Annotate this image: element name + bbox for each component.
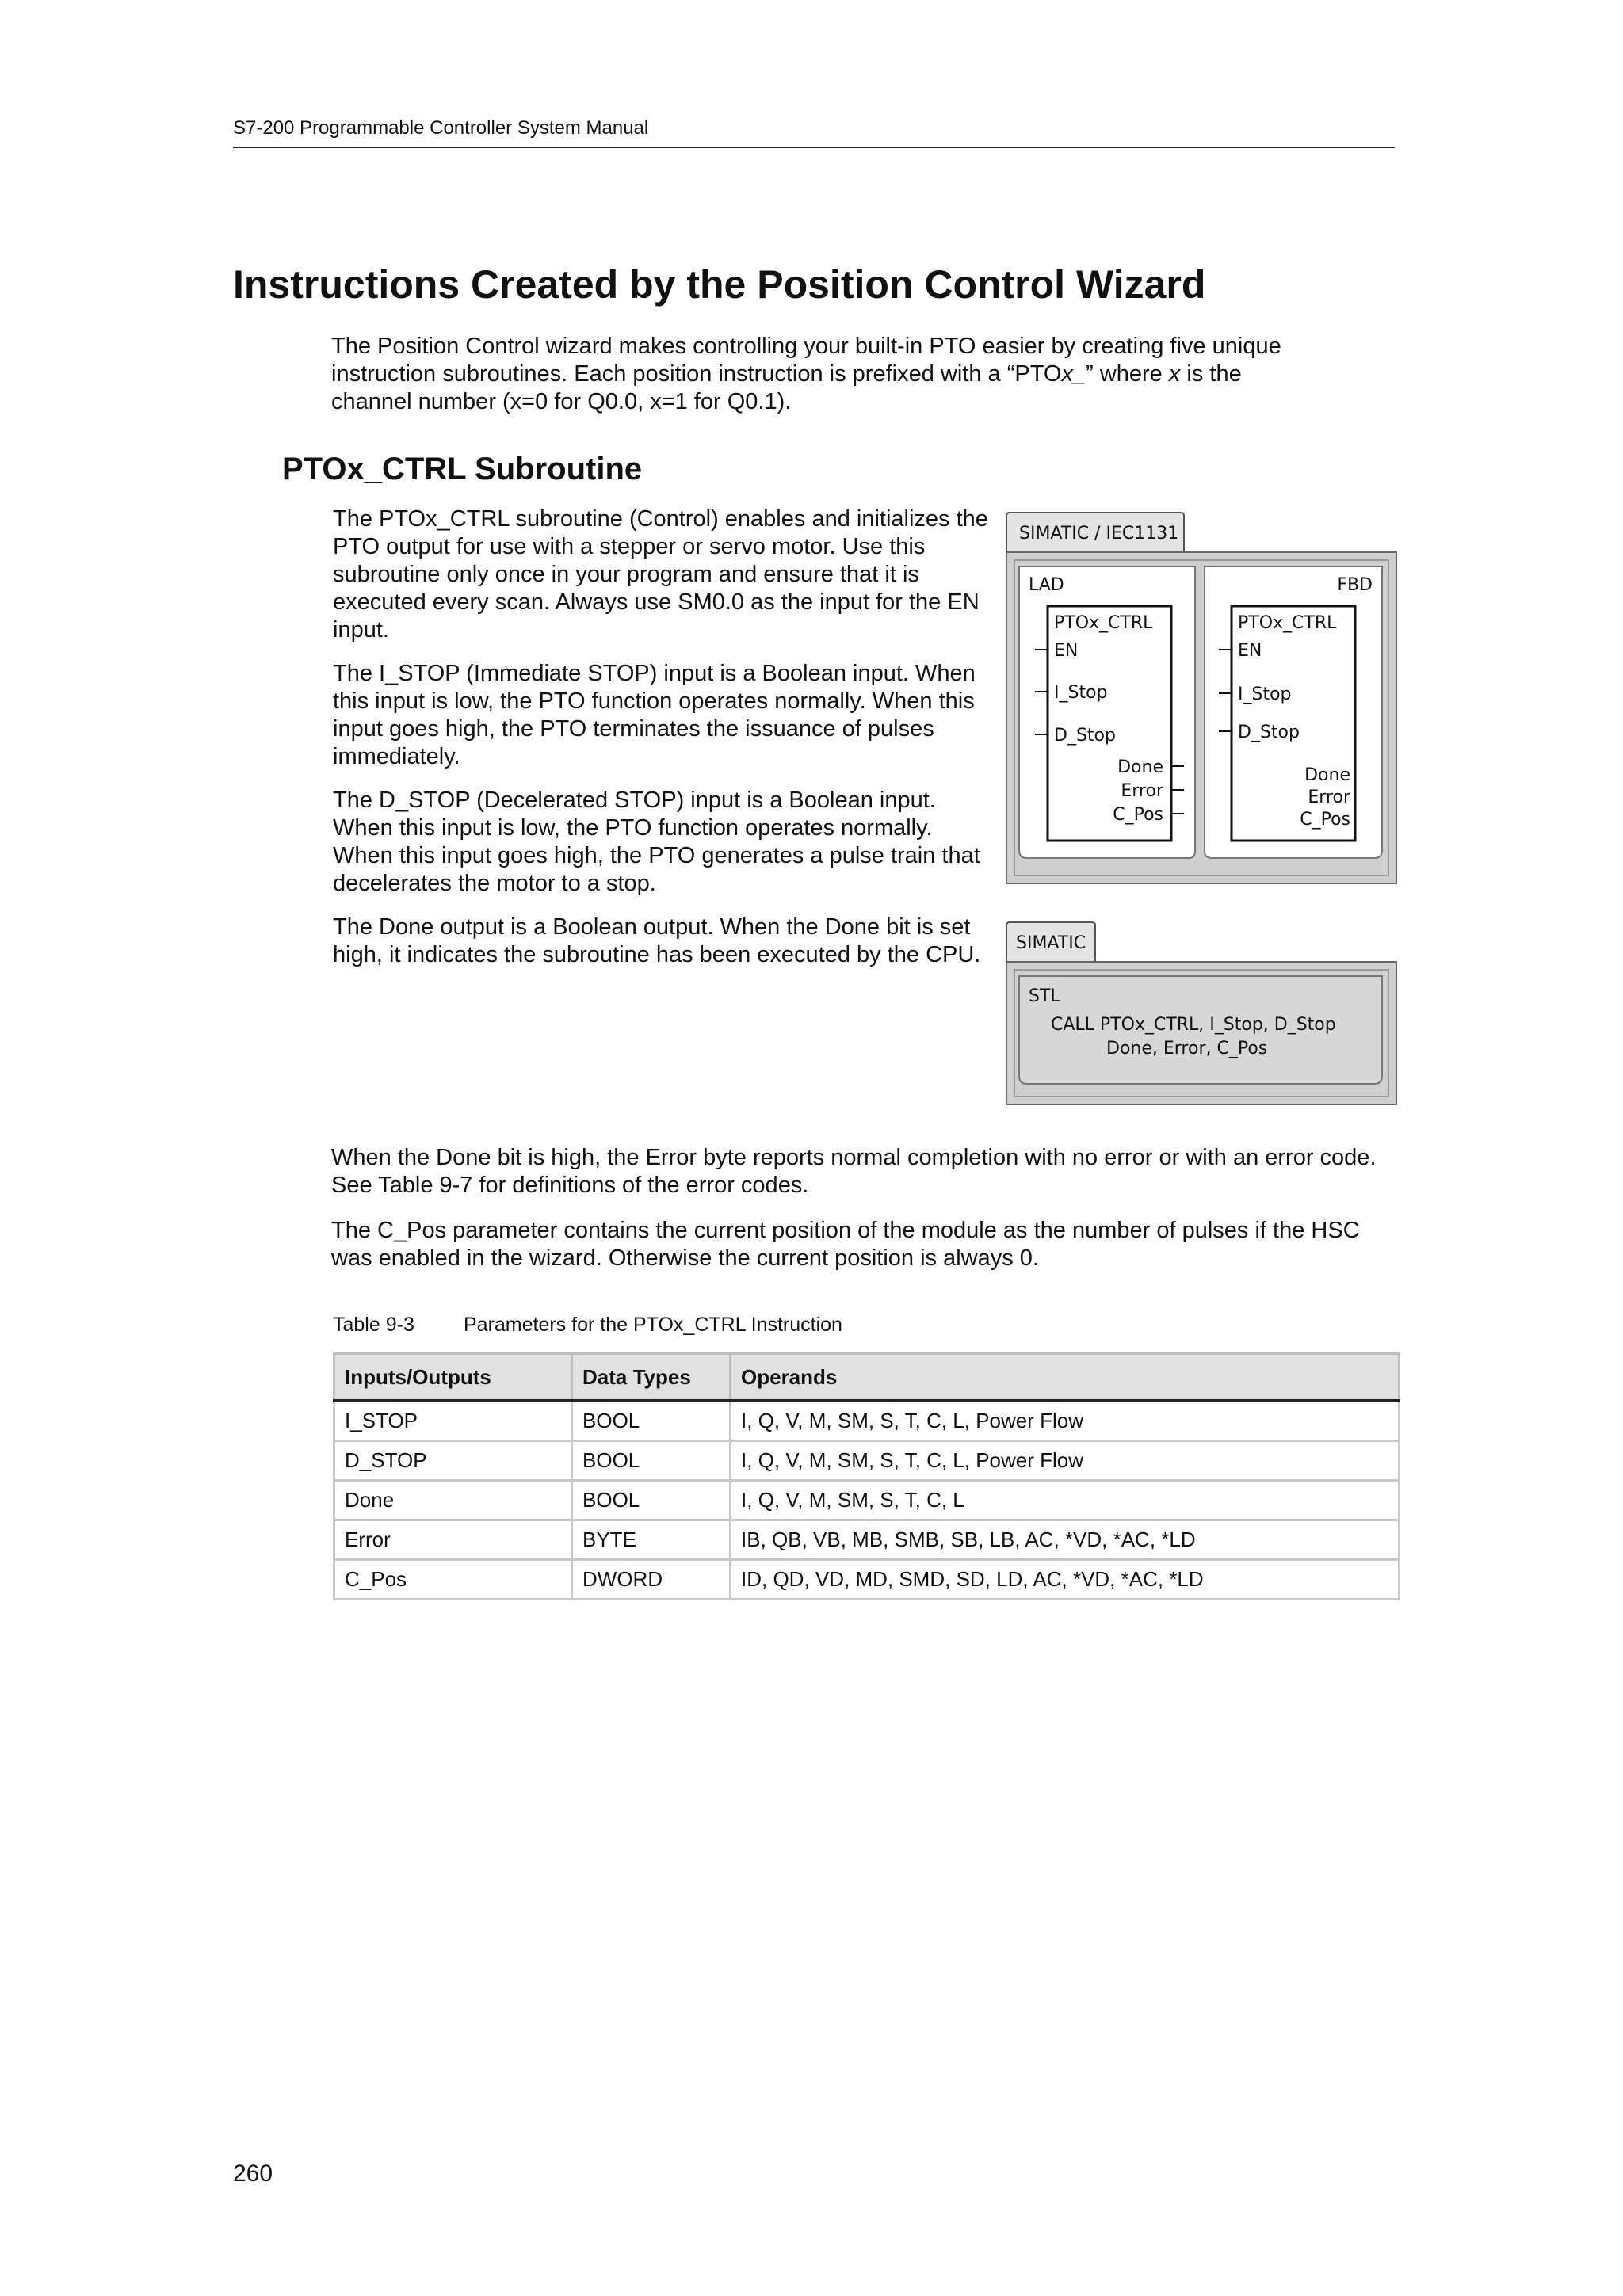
- lad-output-error: Error: [1121, 781, 1163, 801]
- intro-line-3: channel number (x=0 for Q0.0, x=1 for Q0.1).: [331, 389, 792, 414]
- table-row: [334, 1401, 1400, 1441]
- fbd-output-error: Error: [1308, 788, 1350, 807]
- section-title: Instructions Created by the Position Control Wizard: [233, 262, 1206, 307]
- lad-fbd-diagram: [1005, 511, 1401, 891]
- cell-operands: IB, QB, VB, MB, SMB, SB, LB, AC, *VD, *AC, *LD: [731, 1520, 1400, 1560]
- stl-call-line: CALL PTOx_CTRL, I_Stop, D_Stop: [1051, 1015, 1336, 1035]
- cell-operands: I, Q, V, M, SM, S, T, C, L, Power Flow: [731, 1401, 1400, 1441]
- fbd-input-dstop: D_Stop: [1238, 723, 1300, 742]
- stl-label: STL: [1029, 986, 1060, 1006]
- fbd-label: FBD: [1337, 575, 1373, 595]
- cell-io: Error: [334, 1520, 572, 1560]
- page-number: 260: [233, 2161, 273, 2187]
- done-error-paragraphs: [331, 1144, 1393, 1290]
- table-row: [334, 1481, 1400, 1520]
- lad-block-name: PTOx_CTRL: [1054, 613, 1153, 633]
- table-row: [334, 1441, 1400, 1481]
- paragraph-ctrl: The PTOx_CTRL subroutine (Control) enables and initializes the PTO output for use with a stepper or servo motor. Use this subroutine only once in your program and ensure that it is executed every scan. Always use SM0.0 as the input for the EN input.: [333, 506, 988, 643]
- cell-operands: ID, QD, VD, MD, SMD, SD, LD, AC, *VD, *AC, *LD: [731, 1560, 1400, 1600]
- column-header-data-types: Data Types: [572, 1354, 731, 1402]
- cell-io: Done: [334, 1481, 572, 1520]
- fbd-output-done: Done: [1304, 765, 1350, 785]
- subsection-title: PTOx_CTRL Subroutine: [282, 452, 643, 486]
- running-header: S7-200 Programmable Controller System Manual: [233, 117, 649, 139]
- paragraph-error: When the Done bit is high, the Error byte reports normal completion with no error or with an error code. See Table 9-7 for definitions of the error codes.: [331, 1145, 1377, 1198]
- intro-line-2a: instruction subroutines. Each position instruction is prefixed with a “PTO: [331, 361, 1062, 387]
- intro-italic-x2: x: [1168, 361, 1181, 387]
- paragraph-dstop: The D_STOP (Decelerated STOP) input is a Boolean input. When this input is low, the PTO function operates normally. When this input goes high, the PTO generates a pulse train that decelerates the motor to a stop.: [333, 788, 980, 896]
- intro-line-2c: is the: [1180, 361, 1242, 387]
- cell-io: C_Pos: [334, 1560, 572, 1600]
- cell-type: BOOL: [572, 1401, 731, 1441]
- intro-paragraph: [331, 333, 1385, 416]
- paragraph-done: The Done output is a Boolean output. When the Done bit is set high, it indicates the subroutine has been executed by the CPU.: [333, 914, 981, 967]
- lad-input-istop: I_Stop: [1054, 683, 1108, 703]
- cell-type: DWORD: [572, 1560, 731, 1600]
- cell-io: D_STOP: [334, 1441, 572, 1481]
- lad-output-done: Done: [1117, 757, 1163, 777]
- cell-io: I_STOP: [334, 1401, 572, 1441]
- paragraph-istop: The I_STOP (Immediate STOP) input is a Boolean input. When this input is low, the PTO function operates normally. When this input goes high, the PTO terminates the issuance of pulses immediately.: [333, 661, 976, 769]
- header-rule: [233, 147, 1395, 148]
- cell-type: BOOL: [572, 1441, 731, 1481]
- cell-type: BOOL: [572, 1481, 731, 1520]
- description-column: [333, 505, 991, 985]
- fbd-output-cpos: C_Pos: [1300, 810, 1350, 830]
- table-row: [334, 1560, 1400, 1600]
- table-title: Parameters for the PTOx_CTRL Instruction: [464, 1314, 842, 1336]
- cell-operands: I, Q, V, M, SM, S, T, C, L: [731, 1481, 1400, 1520]
- parameters-table: [333, 1352, 1400, 1600]
- tab-simatic: SIMATIC: [1016, 933, 1086, 953]
- intro-italic-x: x_: [1061, 361, 1086, 387]
- stl-params-line: Done, Error, C_Pos: [1106, 1039, 1268, 1058]
- intro-line-2b: ” where: [1086, 361, 1169, 387]
- lad-input-en: EN: [1054, 641, 1079, 661]
- fbd-block-name: PTOx_CTRL: [1238, 613, 1337, 633]
- lad-output-cpos: C_Pos: [1113, 805, 1163, 825]
- stl-diagram: [1005, 921, 1401, 1111]
- column-header-inputs-outputs: Inputs/Outputs: [334, 1354, 572, 1402]
- tab-simatic-iec: SIMATIC / IEC1131: [1019, 524, 1179, 543]
- lad-input-dstop: D_Stop: [1054, 726, 1116, 746]
- table-caption: [333, 1314, 842, 1337]
- table-number: Table 9-3: [333, 1314, 414, 1336]
- cell-operands: I, Q, V, M, SM, S, T, C, L, Power Flow: [731, 1441, 1400, 1481]
- fbd-input-istop: I_Stop: [1238, 685, 1292, 704]
- cell-type: BYTE: [572, 1520, 731, 1560]
- lad-label: LAD: [1029, 575, 1064, 595]
- intro-line-1: The Position Control wizard makes controlling your built-in PTO easier by creating five unique: [331, 334, 1281, 359]
- table-row: [334, 1520, 1400, 1560]
- column-header-operands: Operands: [731, 1354, 1400, 1402]
- paragraph-cpos: The C_Pos parameter contains the current position of the module as the number of pulses if the HSC was enabled in the wizard. Otherwise the current position is always 0.: [331, 1218, 1360, 1271]
- table-header-row: [334, 1354, 1400, 1402]
- fbd-input-en: EN: [1238, 641, 1262, 661]
